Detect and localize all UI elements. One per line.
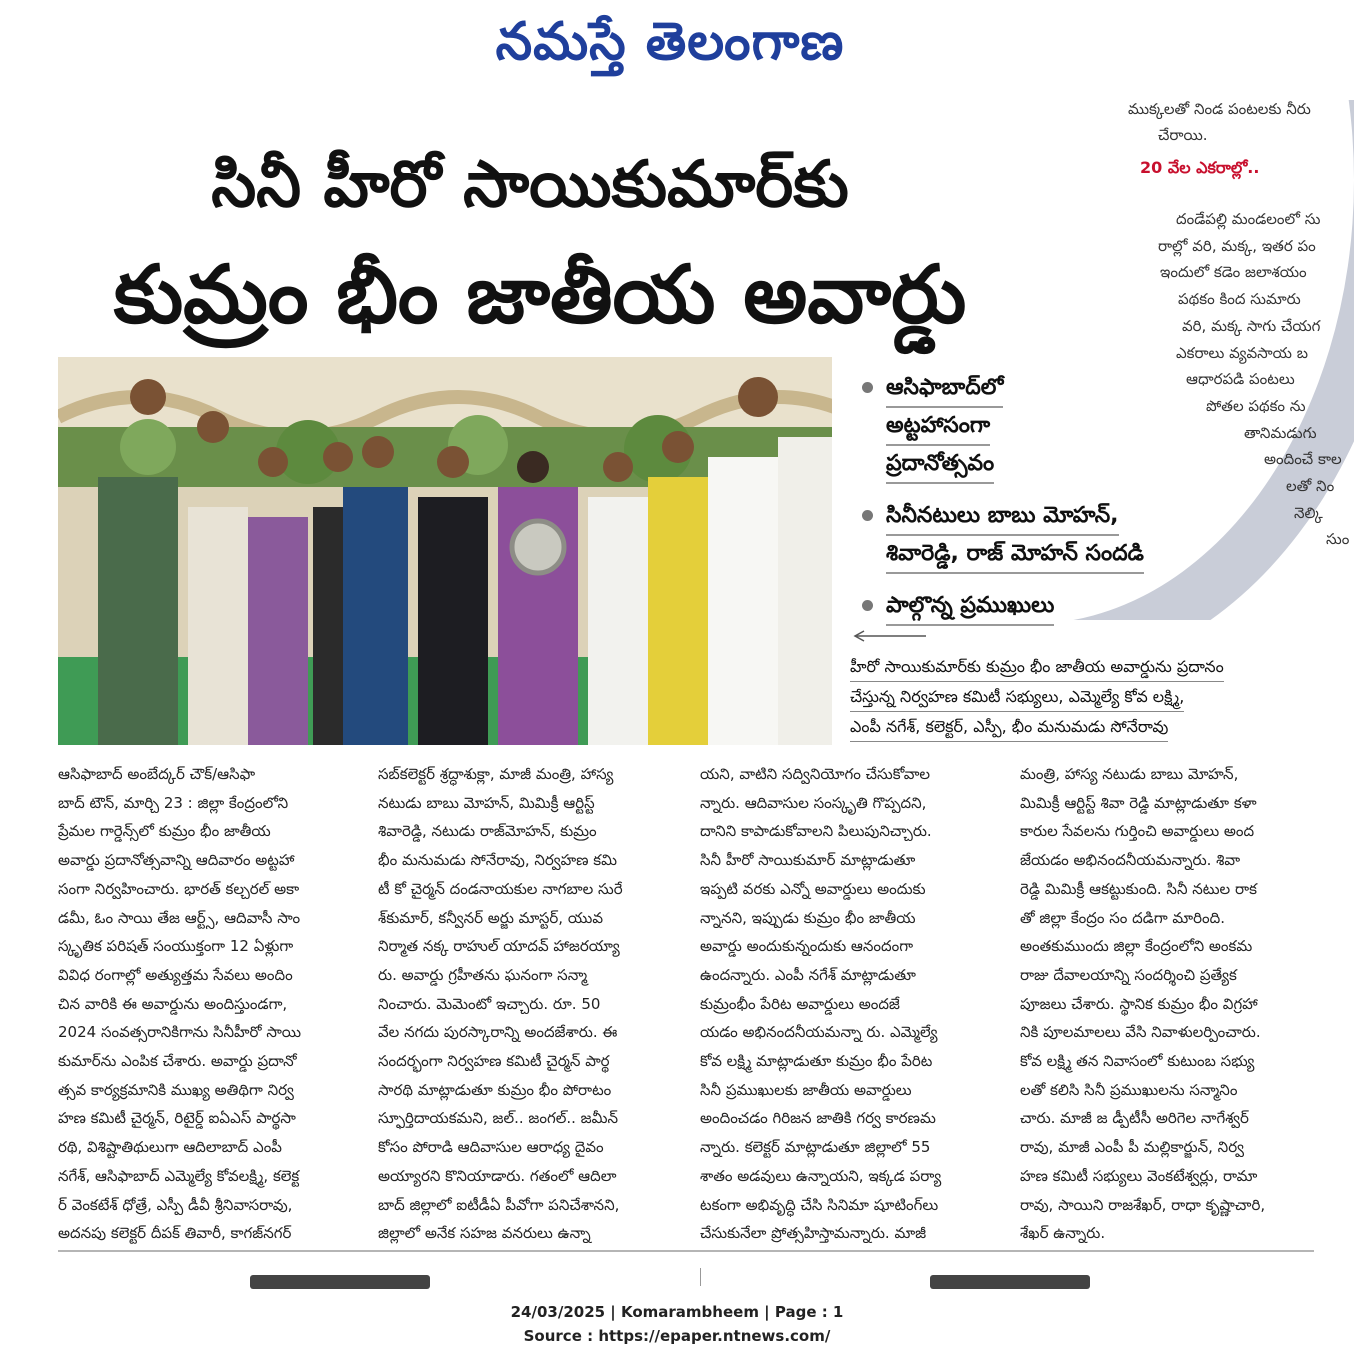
- award-ceremony-photo: [58, 357, 832, 745]
- side-text-line: చేరాయి.: [1158, 126, 1208, 144]
- headline-line-2: కుమ్రం భీం జాతీయ అవార్డు: [113, 248, 967, 341]
- article-line: ఇప్పటి వరకు ఎన్నో అవార్డులు అందుకు: [700, 879, 926, 898]
- article-line: శ్‌కుమార్‌, కన్వీనర్‌ అర్జు మాస్టర్‌, యువ: [378, 908, 603, 927]
- article-line: న్నారు. కలెక్టర్‌ మాట్లాడుతూ జిల్లాలో 55: [700, 1138, 931, 1157]
- article-line: ర్‌ వెంకటేశ్‌ ధోత్రే, ఎస్పీ డీవీ శ్రీనివాసరావు,: [58, 1195, 293, 1214]
- article-line: సందర్భంగా నిర్వహణ కమిటీ చైర్మన్‌ పార్థ: [378, 1052, 610, 1071]
- article-line: అయ్యారని కొనియాడారు. గతంలో ఆదిలా: [378, 1166, 617, 1185]
- article-line: అవార్డు ప్రదానోత్సవాన్ని ఆదివారం అట్టహా: [58, 851, 295, 870]
- side-text-line: అందించే కాల: [1264, 450, 1342, 469]
- article-line: టీ కో చైర్మన్‌ దండనాయకుల నాగబాల సురే: [378, 879, 623, 898]
- highlight-item: [862, 588, 1192, 626]
- article-line: న్నారు. ఆదివాసుల సంస్కృతి గొప్పదని,: [700, 793, 927, 812]
- article-line: కుమార్‌ను ఎంపిక చేశారు. అవార్డు ప్రదానో: [58, 1052, 297, 1071]
- article-line: యడం అభినందనీయమన్నా రు. ఎమ్మెల్యే: [700, 1023, 938, 1042]
- article-line: ఉందన్నారు. ఎంపీ నగేశ్‌ మాట్లాడుతూ: [700, 965, 916, 984]
- article-line: జిల్లాలో అనేక సహజ వనరులు ఉన్నా: [378, 1224, 591, 1243]
- highlight-line: పాల్గొన్న ప్రముఖులు: [886, 588, 1054, 626]
- highlight-item: [862, 370, 1192, 484]
- article-line: నికి పూలమాలలు వేసి నివాళులర్పించారు.: [1020, 1023, 1261, 1042]
- article-line: సారథి మాట్లాడుతూ కుమ్రం భీం పోరాటం: [378, 1080, 612, 1099]
- bullet-dot-icon: [862, 382, 873, 393]
- headline-line-1: సినీ హీరో సాయికుమార్‌కు: [211, 148, 849, 222]
- article-line: చారు. మాజీ జ డ్పీటీసీ అరిగెల నాగేశ్వర్‌: [1020, 1109, 1249, 1128]
- highlight-line: ఆసిఫాబాద్‌లో: [886, 370, 1003, 408]
- article-line: అంతకుముందు జిల్లా కేంద్రంలోని అంకమ: [1020, 937, 1253, 956]
- article-line: ప్రేమల గార్డెన్స్‌లో కుమ్రం భీం జాతీయ: [58, 822, 271, 841]
- article-line: టకంగా అభివృద్ధి చేసి సినిమా షూటింగ్‌లు: [700, 1195, 939, 1214]
- article-line: రాజు దేవాలయాన్ని సందర్శించి ప్రత్యేక: [1020, 965, 1237, 984]
- highlight-item: [862, 498, 1192, 574]
- footer-date-line: 24/03/2025 | Komarambheem | Page : 1: [510, 1303, 844, 1321]
- bottom-divider: [58, 1250, 1314, 1252]
- article-line: స్కృతిక పరిషత్‌ సంయుక్తంగా 12 ఏళ్లుగా: [58, 937, 294, 956]
- article-line: రావు, సాయిని రాజశేఖర్‌, రాధా కృష్ణాచారి,: [1020, 1195, 1266, 1214]
- article-line: రు. అవార్డు గ్రహీతను ఘనంగా సన్మా: [378, 965, 588, 984]
- article-line: హణ కమిటీ సభ్యులు వెంకటేశ్వర్లు, రామా: [1020, 1166, 1258, 1185]
- article-line: సినీ ప్రముఖులకు జాతీయ అవార్డులు: [700, 1080, 912, 1099]
- bullet-dot-icon: [862, 510, 873, 521]
- side-text-line: తానిమడుగు: [1244, 423, 1317, 442]
- article-line: మంత్రి, హాస్య నటుడు బాబు మోహన్‌,: [1020, 765, 1239, 783]
- article-line: రావు, మాజీ ఎంపీ పీ మల్లికార్జున్‌, నిర్వ: [1020, 1138, 1244, 1157]
- article-line: శాతం అడవులు ఉన్నాయని, ఇక్కడ పర్యా: [700, 1166, 942, 1185]
- article-line: నిర్మాత నక్క రాహుల్‌ యాదవ్‌ హాజరయ్యా: [378, 937, 620, 956]
- article-line: సినీ హీరో సాయికుమార్‌ మాట్లాడుతూ: [700, 851, 916, 870]
- article-line: కారుల సేవలను గుర్తించి అవార్డులు అంద: [1020, 822, 1255, 841]
- side-text-line: నెల్కి: [1294, 503, 1323, 522]
- article-line: స్ఫూర్తిదాయకమని, జల్‌.. జంగల్‌.. జమీన్‌: [378, 1109, 619, 1128]
- article-line: రెడ్డి మిమిక్రీ ఆకట్టుకుంది. సినీ నటుల రాక: [1020, 879, 1257, 898]
- highlights-list: [862, 370, 1192, 640]
- next-story-teaser: [250, 1275, 430, 1289]
- side-text-line: ఆధారపడి పంటలు: [1186, 370, 1295, 389]
- next-story-teaser: [930, 1275, 1090, 1289]
- bullet-dot-icon: [862, 600, 873, 611]
- article-line: వివిధ రంగాల్లో అత్యుత్తమ సేవలు అందిం: [58, 965, 293, 984]
- highlight-line: ప్రదానోత్సవం: [886, 446, 994, 484]
- highlight-line: శివారెడ్డి, రాజ్‌ మోహన్‌ సందడి: [886, 536, 1144, 574]
- article-line: జేయడం అభినందనీయమన్నారు. శివా: [1020, 851, 1241, 870]
- article-line: శివారెడ్డి, నటుడు రాజ్‌మోహన్‌, కుమ్రం: [378, 822, 597, 841]
- article-line: చేసుకునేలా ప్రోత్సహిస్తామన్నారు. మాజీ: [700, 1224, 927, 1243]
- article-column-2: [378, 760, 668, 1248]
- side-text-line: రాల్లో వరి, మక్క, ఇతర పం: [1158, 236, 1316, 255]
- article-line: బాద్‌ టౌన్‌, మార్చి 23 : జిల్లా కేంద్రంలోని: [58, 793, 289, 812]
- article-line: రథి, విశిష్టాతిథులుగా ఆదిలాబాద్‌ ఎంపీ: [58, 1138, 282, 1157]
- caption-line: హీరో సాయికుమార్‌కు కుమ్రం భీం జాతీయ అవార్డును ప్రదానం: [850, 652, 1224, 682]
- side-text-line: దండేపల్లి మండలంలో సు: [1176, 210, 1321, 228]
- article-line: యని, వాటిని సద్వినియోగం చేసుకోవాల: [700, 765, 931, 783]
- article-line: వేల నగదు పురస్కారాన్ని అందజేశారు. ఈ: [378, 1023, 618, 1042]
- side-text-line: పోతల పథకం ను: [1206, 396, 1306, 415]
- article-line: సబ్‌కలెక్టర్‌ శ్రద్ధాశుక్లా, మాజీ మంత్రి, హాస్య: [378, 765, 614, 783]
- article-line: సంగా నిర్వహించారు. భారత్‌ కల్చరల్‌ అకా: [58, 879, 300, 898]
- article-line: నటుడు బాబు మోహన్‌, మిమిక్రీ ఆర్టిస్ట్‌: [378, 793, 595, 812]
- article-line: చిన వారికి ఈ అవార్డును అందిస్తుండగా,: [58, 994, 288, 1013]
- article-line: మిమిక్రీ ఆర్టిస్ట్‌ శివా రెడ్డి మాట్లాడుతూ కళా: [1020, 793, 1257, 812]
- article-line: భీం మనుమడు సోనేరావు, నిర్వహణ కమి: [378, 851, 618, 870]
- side-text-line: ఇందులో కడెం జలాశయం: [1160, 263, 1307, 282]
- article-line: శేఖర్‌ ఉన్నారు.: [1020, 1224, 1106, 1243]
- article-column-1: [58, 760, 348, 1248]
- highlight-line: సినీనటులు బాబు మోహన్‌,: [886, 498, 1119, 536]
- side-text-line: ఎకరాలు వ్యవసాయ బ: [1176, 343, 1308, 362]
- side-text-line: పథకం కింద సుమారు: [1178, 290, 1301, 309]
- article-line: కుమ్రంభీం పేరిట అవార్డులు అందజే: [700, 994, 900, 1013]
- column-divider: [700, 1268, 701, 1286]
- article-line: లతో కలిసి సినీ ప్రముఖులను సన్మానిం: [1020, 1080, 1238, 1099]
- article-line: అందించడం గిరిజన జాతికి గర్వ కారణమ: [700, 1109, 936, 1128]
- article-line: 2024 సంవత్సరానికిగాను సినీహీరో సాయి: [58, 1023, 302, 1042]
- article-column-4: [1020, 760, 1310, 1248]
- article-line: ఆసిఫాబాద్‌ అంబేద్కర్‌ చౌక్‌/ఆసిఫా: [58, 765, 256, 783]
- highlight-line: అట్టహాసంగా: [886, 408, 990, 446]
- footer-source-line: Source : https://epaper.ntnews.com/: [523, 1327, 831, 1345]
- side-text-line: ముక్కలతో నిండ పంటలకు నీరు: [1128, 100, 1311, 118]
- caption-line: ఎంపీ నగేశ్‌, కలెక్టర్‌, ఎస్పీ, భీం మనుమడు సోనేరావు: [850, 712, 1168, 742]
- caption-line: చేస్తున్న నిర్వహణ కమిటీ సభ్యులు, ఎమ్మెల్యే కోవ లక్ష్మి,: [850, 682, 1184, 712]
- article-column-3: [700, 760, 990, 1248]
- article-line: అవార్డు అందుకున్నందుకు ఆనందంగా: [700, 937, 914, 956]
- article-line: బాద్‌ జిల్లాలో ఐటీడీఏ పీవోగా పనిచేశానని,: [378, 1195, 620, 1214]
- article-line: కోవ లక్ష్మి మాట్లాడుతూ కుమ్రం భీం పేరిట: [700, 1052, 933, 1071]
- photo-caption: [850, 652, 1320, 742]
- article-line: నగేశ్‌, ఆసిఫాబాద్‌ ఎమ్మెల్యే కోవలక్ష్మి, కలెక్ట: [58, 1166, 300, 1185]
- side-text-line: లతో నిం: [1286, 477, 1335, 495]
- article-line: పూజలు చేశారు. స్థానిక కుమ్రం భీం విగ్రహా: [1020, 994, 1258, 1013]
- side-text-line: వరి, మక్క సాగు చేయగ: [1182, 316, 1321, 335]
- newspaper-masthead: నమస్తే తెలంగాణ: [495, 12, 845, 72]
- article-line: తో జిల్లా కేంద్రం సం దడిగా మారింది.: [1020, 908, 1225, 927]
- article-line: త్సవ కార్యక్రమానికి ముఖ్య అతిథిగా నిర్వ: [58, 1080, 294, 1099]
- caption-arrow-icon: [852, 630, 926, 642]
- article-line: నించారు. మెమెంటో ఇచ్చారు. రూ. 50: [378, 994, 601, 1013]
- article-line: కోసం పోరాడి ఆదివాసుల ఆరాధ్య దైవం: [378, 1138, 604, 1157]
- article-line: న్నానని, ఇప్పుడు కుమ్రం భీం జాతీయ: [700, 908, 916, 927]
- article-line: కోవ లక్ష్మి తన నివాసంలో కుటుంబ సభ్యు: [1020, 1052, 1255, 1071]
- article-line: హణ కమిటీ చైర్మన్‌, రిటైర్డ్‌ ఐఏఎస్‌ పార్థసా: [58, 1109, 296, 1128]
- article-line: దానిని కాపాడుకోవాలని పిలుపునిచ్చారు.: [700, 822, 932, 841]
- article-line: అదనపు కలెక్టర్‌ దీపక్‌ తివారీ, కాగజ్‌నగర్‌: [58, 1224, 292, 1243]
- side-text-line: సుం: [1326, 530, 1350, 549]
- article-line: డమీ, ఓం సాయి తేజ ఆర్ట్స్‌, ఆదివాసీ సాం: [58, 908, 301, 927]
- side-subheading: 20 వేల ఎకరాల్లో..: [1140, 158, 1260, 177]
